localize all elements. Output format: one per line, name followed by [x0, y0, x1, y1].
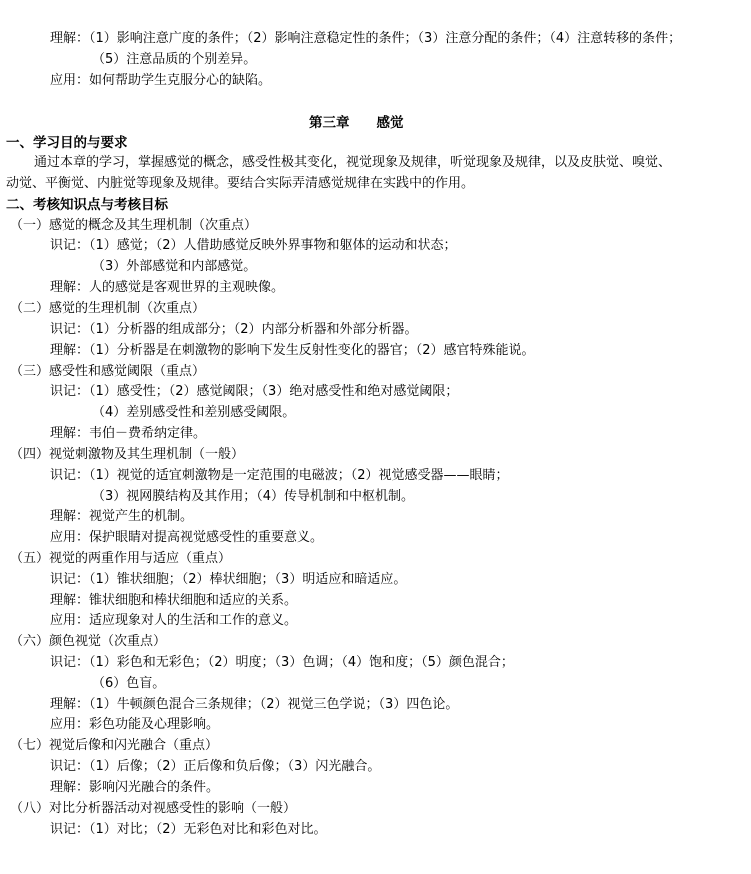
section-heading: 一、学习目的与要求: [6, 135, 128, 151]
subsection-heading: （八）对比分析器活动对视感受性的影响（一般）: [10, 801, 297, 816]
text-line: 识记：（1）对比；（2）无彩色对比和彩色对比。: [50, 822, 327, 837]
paragraph-line: 动觉、平衡觉、内脏觉等现象及规律。要结合实际弄清感觉规律在实践中的作用。: [6, 176, 475, 191]
text-line: 理解：（1）影响注意广度的条件；（2）影响注意稳定性的条件；（3）注意分配的条件；（4）注意转移的条件；: [50, 31, 682, 46]
subsection-heading: （一）感觉的概念及其生理机制（次重点）: [10, 218, 258, 233]
text-line: （5）注意品质的个别差异。: [92, 52, 257, 67]
section-heading: 二、考核知识点与考核目标: [6, 197, 168, 213]
text-line: 应用：彩色功能及心理影响。: [50, 717, 220, 732]
text-line: 识记：（1）彩色和无彩色；（2）明度；（3）色调；（4）饱和度；（5）颜色混合；: [50, 655, 514, 670]
text-line: 识记：（1）视觉的适宜刺激物是一定范围的电磁波；（2）视觉感受器——眼睛；: [50, 468, 509, 483]
subsection-heading: （五）视觉的两重作用与适应（重点）: [10, 551, 232, 566]
text-line: 识记：（1）感受性；（2）感觉阈限；（3）绝对感受性和绝对感觉阈限；: [50, 384, 459, 399]
text-line: 理解：影响闪光融合的条件。: [50, 780, 220, 795]
text-line: 识记：（1）后像；（2）正后像和负后像；（3）闪光融合。: [50, 759, 381, 774]
subsection-heading: （二）感觉的生理机制（次重点）: [10, 301, 206, 316]
text-line: 应用：保护眼睛对提高视觉感受性的重要意义。: [50, 530, 324, 545]
text-line: 理解：（1）分析器是在刺激物的影响下发生反射性变化的器官；（2）感官特殊能说。: [50, 343, 535, 358]
text-line: 理解：人的感觉是客观世界的主观映像。: [50, 280, 285, 295]
text-line: 理解：视觉产生的机制。: [50, 509, 194, 524]
text-line: 理解：锥状细胞和棒状细胞和适应的关系。: [50, 593, 298, 608]
text-line: 应用：适应现象对人的生活和工作的意义。: [50, 613, 298, 628]
text-line: 识记：（1）锥状细胞；（2）棒状细胞；（3）明适应和暗适应。: [50, 572, 407, 587]
text-line: 应用：如何帮助学生克服分心的缺陷。: [50, 73, 272, 88]
subsection-heading: （六）颜色视觉（次重点）: [10, 634, 167, 649]
text-line: （6）色盲。: [92, 676, 166, 691]
text-line: （4）差别感受性和差别感受阈限。: [92, 405, 296, 420]
paragraph-line: 通过本章的学习，掌握感觉的概念，感受性极其变化，视觉现象及规律，听觉现象及规律，以及皮肤觉、嗅觉、: [34, 155, 672, 170]
text-line: 理解：（1）牛顿颜色混合三条规律；（2）视觉三色学说；（3）四色论。: [50, 697, 459, 712]
subsection-heading: （三）感受性和感觉阈限（重点）: [10, 364, 206, 379]
text-line: 理解：韦伯－费希纳定律。: [50, 426, 207, 441]
chapter-title: 第三章 感觉: [309, 115, 404, 131]
subsection-heading: （四）视觉刺激物及其生理机制（一般）: [10, 447, 245, 462]
subsection-heading: （七）视觉后像和闪光融合（重点）: [10, 738, 219, 753]
text-line: （3）外部感觉和内部感觉。: [92, 259, 257, 274]
text-line: 识记：（1）感觉；（2）人借助感觉反映外界事物和躯体的运动和状态；: [50, 238, 457, 253]
text-line: 识记：（1）分析器的组成部分；（2）内部分析器和外部分析器。: [50, 322, 418, 337]
text-line: （3）视网膜结构及其作用；（4）传导机制和中枢机制。: [92, 489, 415, 504]
